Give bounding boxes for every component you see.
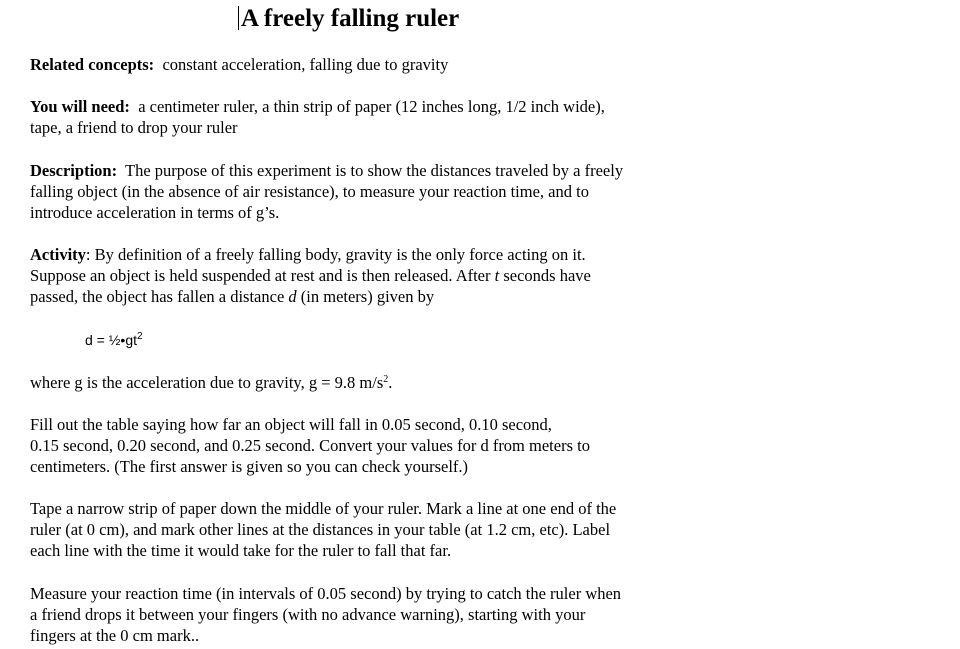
free-fall-formula <box>85 330 143 350</box>
activity-line-2 <box>30 265 700 286</box>
related-label: Related concepts: <box>30 55 155 74</box>
measure-paragraph <box>30 583 700 646</box>
where-text: where g is the acceleration due to gravity, g = 9.8 m/s <box>30 373 384 392</box>
measure-line-1: Measure your reaction time (in intervals of 0.05 second) by trying to catch the ruler when <box>30 584 622 603</box>
page-title <box>238 4 459 34</box>
activity-var-t: t <box>494 266 500 285</box>
tape-line-3: each line with the time it would take for the ruler to fall that far. <box>30 541 452 560</box>
activity-var-d: d <box>288 287 297 306</box>
activity-text-3a: passed, the object has fallen a distance <box>30 287 289 306</box>
where-exponent: 2 <box>383 374 389 385</box>
fill-line-1: Fill out the table saying how far an object will fall in 0.05 second, 0.10 second, <box>30 415 552 434</box>
tape-line-1: Tape a narrow strip of paper down the middle of your ruler. Mark a line at one end of the <box>30 499 617 518</box>
fill-line-3: centimeters. (The first answer is given so you can check yourself.) <box>30 457 469 476</box>
text-cursor <box>238 6 239 30</box>
related-line <box>30 54 700 75</box>
where-line <box>30 372 700 393</box>
need-line-2: tape, a friend to drop your ruler <box>30 118 238 137</box>
need-label: You will need: <box>30 97 130 116</box>
measure-line-3: fingers at the 0 cm mark.. <box>30 626 200 645</box>
activity-text-1: : By definition of a freely falling body, gravity is the only force acting on it. <box>85 245 586 264</box>
page-title-text: A freely falling ruler <box>241 5 460 32</box>
formula-exponent: 2 <box>137 331 143 342</box>
need-text-1: a centimeter ruler, a thin strip of paper (12 inches long, 1/2 inch wide), <box>138 97 605 116</box>
fill-line-2: 0.15 second, 0.20 second, and 0.25 second. Convert your values for d from meters to <box>30 436 590 455</box>
activity-label: Activity <box>30 245 86 264</box>
activity-text-3b: (in meters) given by <box>296 287 435 306</box>
activity-paragraph <box>30 244 700 307</box>
where-end: . <box>388 373 393 392</box>
fill-table-paragraph <box>30 414 700 477</box>
related-text: constant acceleration, falling due to gravity <box>162 55 449 74</box>
description-line-1 <box>30 160 700 181</box>
formula-base: d = ½•gt <box>85 332 137 348</box>
measure-line-2: a friend drops it between your fingers (with no advance warning), starting with your <box>30 605 586 624</box>
you-will-need-paragraph <box>30 96 700 138</box>
activity-text-2b: seconds have <box>499 266 591 285</box>
need-line-1 <box>30 96 700 117</box>
activity-line-3 <box>30 286 700 307</box>
gravity-definition-paragraph <box>30 372 700 393</box>
description-text-1: The purpose of this experiment is to show the distances traveled by a freely <box>125 161 624 180</box>
related-concepts-paragraph <box>30 54 700 75</box>
activity-text-2a: Suppose an object is held suspended at rest and is then released. After <box>30 266 495 285</box>
description-line-3: introduce acceleration in terms of g’s. <box>30 203 280 222</box>
activity-line-1 <box>30 244 700 265</box>
description-line-2: falling object (in the absence of air resistance), to measure your reaction time, and to <box>30 182 589 201</box>
description-paragraph <box>30 160 700 223</box>
description-label: Description: <box>30 161 118 180</box>
tape-line-2: ruler (at 0 cm), and mark other lines at the distances in your table (at 1.2 cm, etc). Label <box>30 520 611 539</box>
tape-paragraph <box>30 498 700 561</box>
